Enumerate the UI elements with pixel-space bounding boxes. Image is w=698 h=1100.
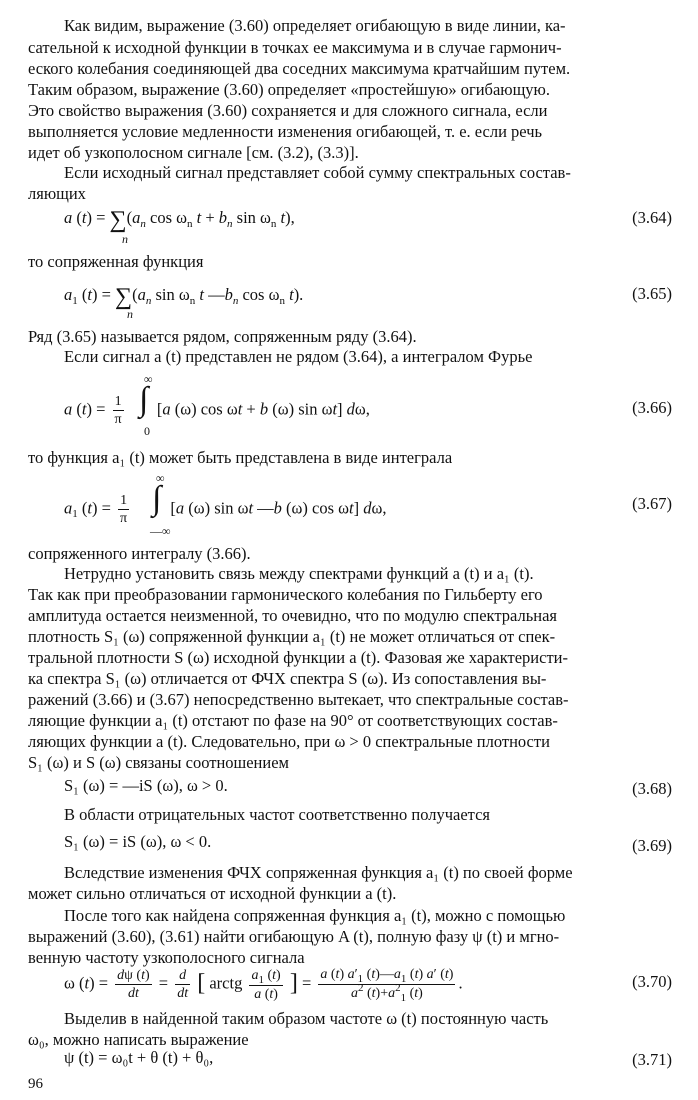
text-line: Это свойство выражения (3.60) сохраняется и для сложного сигнала, если [28,101,548,120]
text-line: Выделив в найденной таким образом частоте ω (t) постоянную часть [64,1009,549,1028]
equation-3-68: S₁ (ω) = —iS (ω), ω > 0. [64,776,228,795]
equation-3-66: a (t) = $\frac{1}{\pi}$ [a (ω) cos ωt + b (ω) sin ωt] dω, [64,394,370,427]
equation-3-65: $a_1$ $(t) = \sum(a_n$ $\sin \omega_n$ t $—b_n$ $\cos \omega_n$ t). [64,284,304,310]
text-line: выполняется условие медленности изменения огибающей, т. е. если речь [28,122,543,141]
text-line: Ряд (3.65) называется рядом, сопряженным ряду (3.64). [28,327,417,346]
equation-3-69: S₁ (ω) = iS (ω), ω < 0. [64,832,212,851]
integral-lower-limit: 0 [144,424,150,438]
text-line: тральной плотности S (ω) исходной функции a (t). Фазовая же характеристи- [28,648,568,667]
text-line: ражений (3.66) и (3.67) непосредственно вытекает, что спектральные состав- [28,690,569,709]
equation-3-71: ψ (t) = ω₀t + θ (t) + θ₀, [64,1048,214,1067]
equation-number: (3.64) [632,208,672,227]
integral-sign: ∫ [152,480,162,517]
text-line: амплитуда остается неизменной, то очевидно, что по модулю спектральная [28,606,557,625]
text-line: еского колебания соединяющей два соседних максимума кратчайшим путем. [28,59,571,78]
text-line: ляющие функции a₁ (t) отстают по фазе на 90° от соответствующих состав- [28,711,558,730]
text-line: S₁ (ω) и S (ω) связаны соотношением [28,753,289,772]
text-line: Если сигнал a (t) представлен не рядом (3.64), а интегралом Фурье [64,347,533,366]
text-line: то функция a₁ (t) может быть представлена в виде интеграла [28,448,453,467]
equation-number: (3.69) [632,836,672,855]
equation-3-64: a $(t) = \sum(a_n$ $\cos \omega_n$ $t + b_n$ $\sin \omega_n$ t), [64,207,295,233]
integral-upper-limit: ∞ [156,471,165,485]
text-line: ляющих функции a (t). Следовательно, при ω > 0 спектральные плотности [28,732,550,751]
integral-sign: ∫ [139,381,149,418]
equation-number: (3.67) [632,494,672,513]
text-line: сательной к исходной функции в точках ее максимума и в случае гармонич- [28,38,562,57]
text-line: Вследствие изменения ФЧХ сопряженная функция a₁ (t) по своей форме [64,863,573,882]
sum-index: n [127,307,133,321]
sum-index: n [122,232,128,246]
equation-number: (3.70) [632,972,672,991]
text-line: ω₀, можно написать выражение [28,1030,249,1049]
text-line: ка спектра S₁ (ω) отличается от ФЧХ спектра S (ω). Из сопоставления вы- [28,669,547,688]
integral-lower-limit: —∞ [150,524,171,538]
text-line: плотность S₁ (ω) сопряженной функции a₁ (t) не может отличаться от спек- [28,627,556,646]
equation-number: (3.71) [632,1050,672,1069]
text-line: идет об узкополосном сигнале [см. (3.2), (3.3)]. [28,143,359,162]
text-line: выражений (3.60), (3.61) найти огибающую A (t), полную фазу ψ (t) и мгно- [28,927,560,946]
text-line: Нетрудно установить связь между спектрами функций a (t) и a₁ (t). [64,564,534,583]
text-line: После того как найдена сопряженная функция a₁ (t), можно с помощью [64,906,566,925]
text-line: сопряженного интегралу (3.66). [28,544,251,563]
text-line: то сопряженная функция [28,252,204,271]
text-line: Так как при преобразовании гармонического колебания по Гильберту его [28,585,543,604]
integral-upper-limit: ∞ [144,372,153,386]
text-line: В области отрицательных частот соответственно получается [64,805,491,824]
page-number: 96 [28,1076,43,1092]
equation-number: (3.68) [632,779,672,798]
equation-3-70: ω (t) = $\frac{d\psi (t)}{dt}$ = $\frac{d}{dt}$ [ arctg $\frac{a_1 (t)}{a (t)}$ ] = $\frac{a (t) a'_1 (t)—a_1 (t) a' (t)}{a^2 (t)+a^2_1 (t)}$ . [64,967,463,1004]
text-line: Если исходный сигнал представляет собой сумму спектральных состав- [64,163,571,182]
equation-number: (3.66) [632,398,672,417]
text-line: Таким образом, выражение (3.60) определяет «простейшую» огибающую. [28,80,550,99]
text-line: ляющих [28,184,86,203]
text-line: Как видим, выражение (3.60) определяет огибающую в виде линии, ка- [64,16,566,35]
equation-3-67: $a_1$ (t) = $\frac{1}{\pi}$ [a (ω) sin ωt —b (ω) cos ωt] dω, [64,493,387,526]
equation-number: (3.65) [632,284,672,303]
text-line: венную частоту узкополосного сигнала [28,948,305,967]
text-line: может сильно отличаться от исходной функции a (t). [28,884,397,903]
